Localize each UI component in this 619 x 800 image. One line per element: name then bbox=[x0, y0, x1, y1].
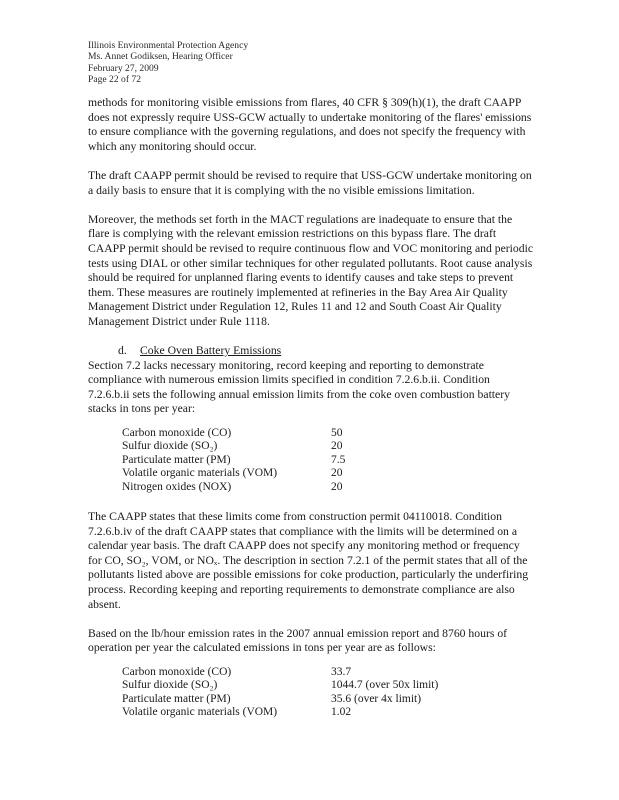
pollutant-name: Particulate matter (PM) bbox=[122, 692, 231, 705]
section-letter: d. bbox=[118, 344, 127, 358]
table-row bbox=[122, 706, 438, 719]
table-row bbox=[122, 481, 345, 494]
paragraph-daily-monitoring: The draft CAAPP permit should be revised to require that USS-GCW undertake monitoring on a daily basis to ensure that it is complying with the no visible emissions limitation. bbox=[88, 168, 532, 197]
pollutant-name: Volatile organic materials (VOM) bbox=[122, 467, 278, 480]
section-heading bbox=[88, 344, 534, 359]
table-row bbox=[122, 440, 345, 453]
table-row bbox=[122, 693, 438, 706]
limit-value: 20 bbox=[331, 480, 343, 493]
document-body bbox=[88, 96, 534, 720]
table-row bbox=[122, 427, 345, 440]
paragraph-section-intro: Section 7.2 lacks necessary monitoring, record keeping and reporting to demonstrate compliance with numerous emission limits specified in condition 7.2.6.b.ii. Condition 7.2.6.b.ii sets the following annual emission limits from the coke oven combustion battery stacks in tons per year: bbox=[88, 358, 510, 416]
calculated-value: 1044.7 (over 50x limit) bbox=[331, 679, 439, 692]
calculated-emissions-table bbox=[122, 666, 438, 720]
letter-header bbox=[88, 40, 248, 86]
calculated-value: 33.7 bbox=[331, 666, 352, 679]
table-row bbox=[122, 679, 438, 692]
pollutant-name: Carbon monoxide (CO) bbox=[122, 427, 232, 440]
header-page-number: Page 22 of 72 bbox=[88, 74, 142, 86]
section-title: Coke Oven Battery Emissions bbox=[140, 344, 282, 358]
limit-value: 20 bbox=[331, 467, 343, 480]
table-row bbox=[122, 467, 345, 480]
paragraph-construction-permit: The CAAPP states that these limits come from construction permit 04110018. Condition 7.2.6.b.iv of the draft CAAPP states that compliance with the limits will be determined on a calendar year basis. The draft CAAPP does not specify any monitoring method or frequency for CO, SO₂, VOM, or NOₓ. The description in section 7.2.1 of the permit states that all of the pollutants listed above are possible emissions for coke production, particularly the underfiring process. Recording keeping and reporting requirements to demonstrate compliance are also absent. bbox=[88, 510, 529, 611]
limit-value: 7.5 bbox=[331, 453, 346, 466]
pollutant-name: Volatile organic materials (VOM) bbox=[122, 706, 278, 719]
pollutant-name: Sulfur dioxide (SO₂) bbox=[122, 679, 218, 692]
table-row bbox=[122, 454, 345, 467]
pollutant-name: Carbon monoxide (CO) bbox=[122, 666, 232, 679]
limit-value: 20 bbox=[331, 440, 343, 453]
pollutant-name: Particulate matter (PM) bbox=[122, 453, 231, 466]
paragraph-mact-inadequate: Moreover, the methods set forth in the MACT regulations are inadequate to ensure that the flare is complying with the relevant emission restrictions on this bypass flare. The draft CAAPP permit should be revised to require continuous flow and VOC monitoring and periodic tests using DIAL or other similar techniques for other regulated pollutants. Root cause analysis should be required for unplanned flaring events to identify causes and take steps to prevent them. These measures are routinely implemented at refineries in the Bay Area Air Quality Management District under Regulation 12, Rules 11 and 12 and South Coast Air Quality Management District under Rule 1118. bbox=[88, 212, 534, 328]
paragraph-calculated-intro: Based on the lb/hour emission rates in the 2007 annual emission report and 8760 hours of operation per year the calculated emissions in tons per year are as follows: bbox=[88, 626, 508, 655]
pollutant-name: Nitrogen oxides (NOX) bbox=[122, 480, 232, 493]
header-officer: Ms. Annet Godiksen, Hearing Officer bbox=[88, 51, 233, 63]
paragraph-flare-monitoring: methods for monitoring visible emissions from flares, 40 CFR § 309(h)(1), the draft CAAPP does not expressly require USS-GCW actually to undertake monitoring of the flares' emissions to ensure compliance with the governing regulations, and does not specify the frequency with which any monitoring should occur. bbox=[88, 96, 532, 153]
table-row bbox=[122, 666, 438, 679]
header-agency: Illinois Environmental Protection Agency bbox=[88, 40, 249, 51]
calculated-value: 35.6 (over 4x limit) bbox=[331, 692, 422, 705]
emission-limits-table bbox=[122, 427, 345, 494]
header-date: February 27, 2009 bbox=[88, 62, 159, 74]
limit-value: 50 bbox=[331, 427, 343, 440]
pollutant-name: Sulfur dioxide (SO₂) bbox=[122, 440, 218, 453]
calculated-value: 1.02 bbox=[331, 706, 352, 719]
